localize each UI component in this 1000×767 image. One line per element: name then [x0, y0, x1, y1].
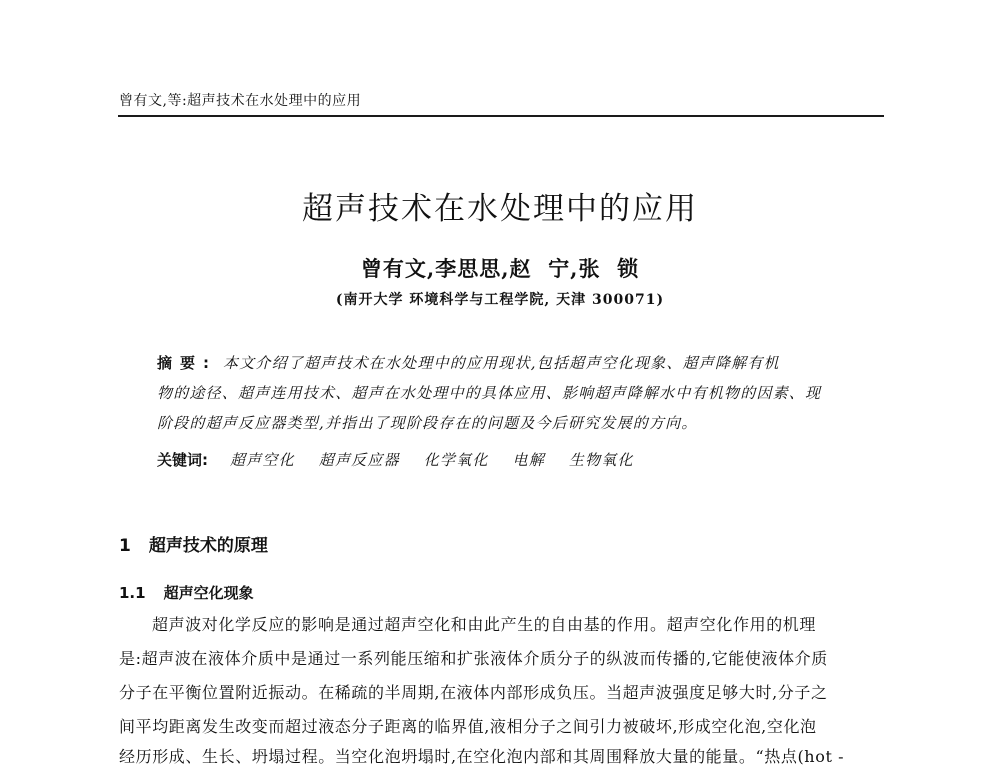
paper-title: 超声技术在水处理中的应用 — [302, 191, 698, 227]
running-header: 曾有文,等:超声技术在水处理中的应用 — [119, 93, 362, 109]
keyword: 电解 — [512, 451, 545, 469]
body-line: 分子在平衡位置附近振动。在稀疏的半周期,在液体内部形成负压。当超声波强度足够大时,分子之 — [119, 683, 828, 702]
keywords — [157, 449, 652, 470]
body-line: 经历形成、生长、坍塌过程。当空化泡坍塌时,在空化泡内部和其周围释放大量的能量。“热点(hot - — [119, 747, 845, 766]
body-line: 超声波对化学反应的影响是通过超声空化和由此产生的自由基的作用。超声空化作用的机理 — [152, 615, 817, 634]
abstract-line: 物的途径、超声连用技术、超声在水处理中的具体应用、影响超声降解水中有机物的因素、现 — [157, 384, 822, 402]
abstract-line: 本文介绍了超声技术在水处理中的应用现状,包括超声空化现象、超声降解有机 — [222, 354, 780, 372]
subsection-heading — [119, 582, 254, 603]
keywords-label: 关键词: — [157, 451, 208, 469]
body-line: 是:超声波在液体介质中是通过一系列能压缩和扩张液体介质分子的纵波而传播的,它能使液体介质 — [119, 649, 828, 668]
section-number: 1 — [119, 536, 131, 556]
abstract-line: 阶段的超声反应器类型,并指出了现阶段存在的问题及今后研究发展的方向。 — [157, 414, 698, 432]
affiliation: (南开大学 环境科学与工程学院, 天津 300071) — [335, 292, 665, 308]
keyword: 化学氧化 — [423, 451, 489, 469]
subsection-title: 超声空化现象 — [163, 584, 254, 602]
authors: 曾有文,李思思,赵 宁,张 锁 — [360, 256, 640, 281]
keyword: 生物氧化 — [568, 451, 634, 469]
keyword: 超声反应器 — [318, 451, 400, 469]
abstract — [157, 348, 857, 438]
section-title: 超声技术的原理 — [148, 536, 268, 556]
abstract-label: 摘要: — [157, 354, 217, 372]
keyword: 超声空化 — [229, 451, 295, 469]
body-line: 间平均距离发生改变而超过液态分子距离的临界值,液相分子之间引力被破坏,形成空化泡,空化泡 — [119, 717, 817, 736]
section-heading — [119, 531, 268, 556]
header-rule — [118, 115, 884, 117]
subsection-number: 1.1 — [119, 584, 146, 602]
